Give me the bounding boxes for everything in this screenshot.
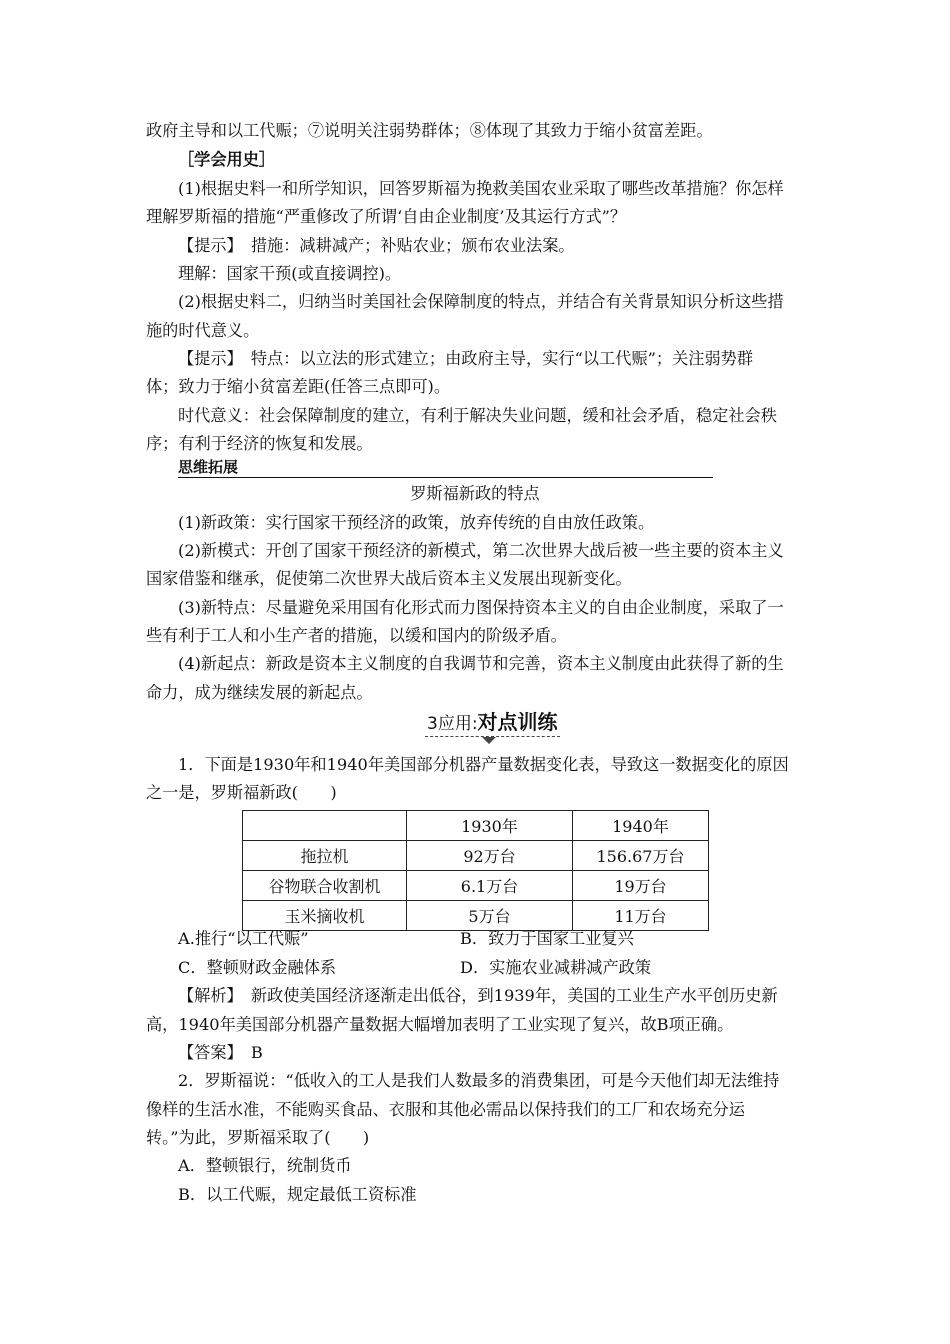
table-cell: 1930年 <box>407 811 573 841</box>
table-cell: 92万台 <box>407 841 573 871</box>
question-stem: 2．罗斯福说：“低收入的工人是我们人数最多的消费集团，可是今天他们却无法维持 <box>178 1071 780 1090</box>
table-header-row <box>243 811 709 841</box>
training-number: 3应用: <box>427 714 478 734</box>
hint-2-line: 体；致力于缩小贫富差距(任答三点即可)。 <box>146 377 451 396</box>
table-row <box>243 901 709 931</box>
thinking-paragraph: (3)新特点：尽量避免采用国有化形式而力图保持资本主义的自由企业制度，采取了一 <box>178 598 784 617</box>
question-2-line: (2)根据史料二，归纳当时美国社会保障制度的特点，并结合有关背景知识分析这些措 <box>178 292 784 311</box>
table-row <box>243 871 709 901</box>
option-a: A．整顿银行，统制货币 <box>178 1156 352 1175</box>
triangle-marker-icon <box>482 737 496 744</box>
question-stem: 1．下面是1930年和1940年美国部分机器产量数据变化表，导致这一数据变化的原因 <box>178 755 789 774</box>
table-cell: 156.67万台 <box>573 841 709 871</box>
analysis-line: 高，1940年美国部分机器产量数据大幅增加表明了工业实现了复兴，故B项正确。 <box>146 1015 734 1034</box>
thinking-title: 罗斯福新政的特点 <box>410 484 540 503</box>
question-2-line: 施的时代意义。 <box>146 321 260 340</box>
table-cell: 19万台 <box>573 871 709 901</box>
question-stem: 像样的生活水准，不能购买食品、衣服和其他必需品以保持我们的工厂和农场充分运 <box>146 1100 745 1119</box>
analysis-line: 【解析】 新政使美国经济逐渐走出低谷，到1939年，美国的工业生产水平创历史新 <box>178 986 778 1005</box>
question-1-line: (1)根据史料一和所学知识，回答罗斯福为挽救美国农业采取了哪些改革措施？你怎样 <box>178 179 784 198</box>
hint-2-line: 序；有利于经济的恢复和发展。 <box>146 434 373 453</box>
machine-output-table <box>242 810 709 931</box>
table-cell: 5万台 <box>407 901 573 931</box>
option-b: B．以工代赈，规定最低工资标准 <box>178 1185 417 1204</box>
table-cell <box>243 811 407 841</box>
hint-1-line: 理解：国家干预(或直接调控)。 <box>178 264 402 283</box>
hint-2-line: 【提示】 特点：以立法的形式建立；由政府主导，实行“以工代赈”；关注弱势群 <box>178 349 754 368</box>
answer-line: 【答案】 B <box>178 1043 263 1062</box>
training-section-title <box>425 708 560 737</box>
table-cell: 谷物联合收割机 <box>243 871 407 901</box>
thinking-paragraph: 命力，成为继续发展的新起点。 <box>146 683 373 702</box>
table-cell: 拖拉机 <box>243 841 407 871</box>
thinking-paragraph: 国家借鉴和继承，促使第二次世界大战后资本主义发展出现新变化。 <box>146 569 632 588</box>
question-stem: 之一是，罗斯福新政( ) <box>146 783 337 802</box>
hint-1-line: 【提示】 措施：减耕减产；补贴农业；颁布农业法案。 <box>178 236 575 255</box>
thinking-expansion-heading: 思维拓展 <box>178 457 713 478</box>
option-c: C．整顿财政金融体系 <box>178 958 337 977</box>
option-a: A.推行“以工代赈” <box>178 929 309 948</box>
thinking-paragraph: (2)新模式：开创了国家干预经济的新模式，第二次世界大战后被一些主要的资本主义 <box>178 541 784 560</box>
table-cell: 玉米摘收机 <box>243 901 407 931</box>
hint-2-line: 时代意义：社会保障制度的建立，有利于解决失业问题，缓和社会矛盾，稳定社会秩 <box>178 406 777 425</box>
table-cell: 1940年 <box>573 811 709 841</box>
table-cell: 11万台 <box>573 901 709 931</box>
thinking-paragraph: (1)新政策：实行国家干预经济的政策，放弃传统的自由放任政策。 <box>178 513 655 532</box>
thinking-paragraph: (4)新起点：新政是资本主义制度的自我调节和完善，资本主义制度由此获得了新的生 <box>178 654 784 673</box>
thinking-paragraph: 些有利于工人和小生产者的措施，以缓和国内的阶级矛盾。 <box>146 626 567 645</box>
option-b: B．致力于国家工业复兴 <box>460 929 634 948</box>
question-1-line: 理解罗斯福的措施“严重修改了所谓‘自由企业制度’及其运行方式”？ <box>146 207 627 226</box>
section-label-learn: ［学会用史］ <box>178 150 276 169</box>
table-row <box>243 841 709 871</box>
question-stem: 转。”为此，罗斯福采取了( ) <box>146 1128 370 1147</box>
table-cell: 6.1万台 <box>407 871 573 901</box>
option-d: D．实施农业减耕减产政策 <box>460 958 652 977</box>
training-title-text: 对点训练 <box>477 710 558 734</box>
paragraph-line: 政府主导和以工代赈；⑦说明关注弱势群体；⑧体现了其致力于缩小贫富差距。 <box>146 121 713 140</box>
